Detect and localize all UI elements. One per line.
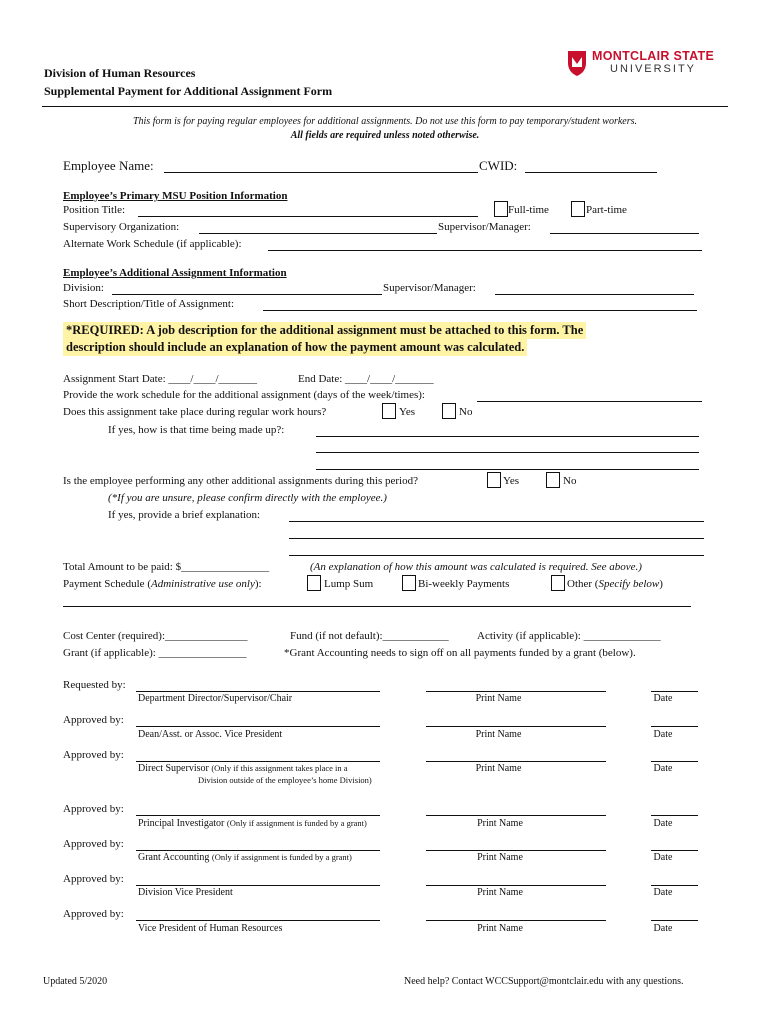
print-name-caption-requested: Print Name — [475, 693, 522, 704]
total-amount-field[interactable]: Total Amount to be paid: $________________ — [63, 561, 270, 573]
date-line-direct-supervisor[interactable] — [651, 761, 698, 762]
signature-role-principal-investigator-text: Principal Investigator — [138, 818, 225, 829]
additional-supervisor-field[interactable] — [495, 294, 694, 295]
additional-supervisor-label: Supervisor/Manager: — [383, 282, 476, 294]
other-assignments-yes-checkbox[interactable] — [487, 472, 501, 488]
intro-line-2: All fields are required unless noted otherwise. — [290, 130, 480, 141]
lump-sum-label: Lump Sum — [324, 578, 374, 590]
signature-line-hr-vp[interactable] — [136, 920, 380, 921]
signature-line-division-vp[interactable] — [136, 885, 380, 886]
signature-line-principal-investigator[interactable] — [136, 815, 380, 816]
signature-role-grant-accounting — [138, 852, 352, 863]
cwid-label: CWID: — [479, 158, 518, 173]
payment-schedule-label — [63, 578, 262, 590]
brief-explanation-field-3[interactable] — [289, 555, 704, 556]
signature-role-grant-accounting-text: Grant Accounting — [138, 852, 210, 863]
made-up-field-3[interactable] — [316, 469, 699, 470]
signature-label-division-vp: Approved by: — [63, 873, 124, 885]
date-caption-grant-accounting: Date — [653, 852, 673, 863]
signature-note2-direct-supervisor: Division outside of the employee’s home Division) — [198, 775, 372, 785]
parttime-checkbox[interactable] — [571, 201, 585, 217]
total-amount-note: (An explanation of how this amount was calculated is required. See above.) — [310, 561, 642, 573]
fulltime-checkbox[interactable] — [494, 201, 508, 217]
regular-hours-no-checkbox[interactable] — [442, 403, 456, 419]
employee-name-label: Employee Name: — [63, 158, 154, 173]
print-name-line-principal-investigator[interactable] — [426, 815, 606, 816]
other-assignments-question: Is the employee performing any other additional assignments during this period? — [63, 475, 418, 487]
date-caption-hr-vp: Date — [653, 923, 673, 934]
biweekly-checkbox[interactable] — [402, 575, 416, 591]
required-note-line-1: *REQUIRED: A job description for the additional assignment must be attached to this form. The — [63, 322, 586, 339]
alt-schedule-field[interactable] — [268, 250, 702, 251]
print-name-caption-principal-investigator: Print Name — [477, 818, 523, 829]
university-logo — [566, 47, 732, 81]
regular-hours-no-label: No — [459, 406, 473, 418]
signature-label-grant-accounting: Approved by: — [63, 838, 124, 850]
grant-note: *Grant Accounting needs to sign off on all payments funded by a grant (below). — [284, 647, 636, 659]
updated-date: Updated 5/2020 — [43, 976, 108, 987]
other-assignments-no-checkbox[interactable] — [546, 472, 560, 488]
grant-field[interactable]: Grant (if applicable): ________________ — [63, 647, 247, 659]
supervisory-org-label: Supervisory Organization: — [63, 221, 180, 233]
assignment-end-date[interactable]: End Date: ____/____/_______ — [298, 373, 434, 385]
other-assignments-no-label: No — [563, 475, 577, 487]
signature-line-dean[interactable] — [136, 726, 380, 727]
regular-hours-question: Does this assignment take place during regular work hours? — [63, 406, 327, 418]
regular-hours-yes-label: Yes — [399, 406, 416, 418]
assignment-start-date[interactable]: Assignment Start Date: ____/____/_______ — [63, 373, 258, 385]
shield-logo-icon — [566, 49, 588, 77]
signature-label-principal-investigator: Approved by: — [63, 803, 124, 815]
intro-line-1: This form is for paying regular employees for additional assignments. Do not use this form to pay temporary/student workers. — [132, 116, 638, 127]
division-field[interactable] — [112, 294, 382, 295]
work-schedule-label: Provide the work schedule for the additional assignment (days of the week/times): — [63, 389, 425, 401]
header-divider — [42, 106, 728, 107]
other-payment-label-c: ) — [659, 578, 663, 590]
work-schedule-field[interactable] — [477, 401, 702, 402]
print-name-caption-direct-supervisor: Print Name — [475, 763, 522, 774]
date-caption-requested: Date — [653, 693, 673, 704]
form-title: Supplemental Payment for Additional Assignment Form — [44, 84, 333, 98]
signature-role-direct-supervisor-text: Direct Supervisor — [138, 763, 209, 774]
print-name-caption-dean: Print Name — [475, 729, 522, 740]
signature-line-direct-supervisor[interactable] — [136, 761, 380, 762]
payment-schedule-label-c: ): — [254, 578, 262, 590]
payment-schedule-label-b: Administrative use only — [150, 578, 255, 590]
parttime-label: Part-time — [586, 204, 627, 216]
made-up-field-2[interactable] — [316, 452, 699, 453]
other-payment-label-a: Other ( — [567, 578, 599, 590]
date-line-dean[interactable] — [651, 726, 698, 727]
other-payment-label-b: Specify below — [598, 578, 660, 590]
signature-note-direct-supervisor: (Only if this assignment takes place in a — [211, 763, 348, 773]
made-up-field-1[interactable] — [316, 436, 699, 437]
help-contact: Need help? Contact WCCSupport@montclair.edu with any questions. — [404, 976, 684, 987]
supervisory-org-field[interactable] — [199, 233, 437, 234]
other-payment-checkbox[interactable] — [551, 575, 565, 591]
primary-position-heading: Employee’s Primary MSU Position Information — [63, 190, 288, 202]
lump-sum-checkbox[interactable] — [307, 575, 321, 591]
logo-text-university: UNIVERSITY — [610, 63, 697, 75]
signature-label-hr-vp: Approved by: — [63, 908, 124, 920]
additional-assignment-heading: Employee’s Additional Assignment Information — [63, 267, 287, 279]
logo-text-montclair: MONTCLAIR STATE — [592, 49, 715, 63]
position-title-field[interactable] — [138, 216, 478, 217]
cwid-field[interactable] — [525, 172, 657, 173]
date-caption-direct-supervisor: Date — [653, 763, 673, 774]
print-name-caption-grant-accounting: Print Name — [477, 852, 523, 863]
print-name-line-dean[interactable] — [426, 726, 606, 727]
print-name-caption-division-vp: Print Name — [477, 887, 523, 898]
made-up-label: If yes, how is that time being made up?: — [108, 424, 285, 436]
brief-explanation-label: If yes, provide a brief explanation: — [108, 509, 261, 521]
fulltime-label: Full-time — [508, 204, 549, 216]
primary-supervisor-label: Supervisor/Manager: — [438, 221, 531, 233]
short-description-label: Short Description/Title of Assignment: — [63, 298, 235, 310]
signature-label-requested: Requested by: — [63, 679, 126, 691]
unsure-note: (*If you are unsure, please confirm directly with the employee.) — [108, 492, 387, 504]
division-title: Division of Human Resources — [44, 66, 196, 80]
other-payment-specify-field[interactable] — [63, 606, 691, 607]
date-caption-dean: Date — [653, 729, 673, 740]
signature-note-principal-investigator: (Only if assignment is funded by a grant) — [226, 818, 367, 828]
other-payment-label — [567, 578, 663, 590]
date-line-hr-vp[interactable] — [651, 920, 698, 921]
regular-hours-yes-checkbox[interactable] — [382, 403, 396, 419]
employee-name-field[interactable] — [164, 172, 478, 173]
position-title-label: Position Title: — [63, 204, 126, 216]
primary-supervisor-field[interactable] — [550, 233, 699, 234]
signature-note-grant-accounting: (Only if assignment is funded by a grant) — [211, 852, 352, 862]
other-assignments-yes-label: Yes — [503, 475, 520, 487]
signature-role-requested: Department Director/Supervisor/Chair — [138, 693, 293, 704]
signature-role-principal-investigator — [138, 818, 367, 829]
signature-role-direct-supervisor — [138, 763, 348, 774]
biweekly-label: Bi-weekly Payments — [418, 578, 510, 590]
signature-role-hr-vp: Vice President of Human Resources — [138, 923, 283, 934]
activity-field[interactable]: Activity (if applicable): ______________ — [477, 630, 661, 642]
signature-label-dean: Approved by: — [63, 714, 124, 726]
required-note-line-2: description should include an explanation of how the payment amount was calculated. — [63, 339, 527, 356]
alt-schedule-label: Alternate Work Schedule (if applicable): — [63, 238, 242, 250]
signature-role-dean: Dean/Asst. or Assoc. Vice President — [138, 729, 283, 740]
print-name-line-hr-vp[interactable] — [426, 920, 606, 921]
print-name-line-direct-supervisor[interactable] — [426, 761, 606, 762]
fund-field[interactable]: Fund (if not default):____________ — [290, 630, 449, 642]
date-line-requested[interactable] — [651, 691, 698, 692]
brief-explanation-field-1[interactable] — [289, 521, 704, 522]
date-line-grant-accounting[interactable] — [651, 850, 698, 851]
signature-line-requested[interactable] — [136, 691, 380, 692]
print-name-line-division-vp[interactable] — [426, 885, 606, 886]
cost-center-field[interactable]: Cost Center (required):_______________ — [63, 630, 248, 642]
print-name-line-requested[interactable] — [426, 691, 606, 692]
date-caption-principal-investigator: Date — [653, 818, 673, 829]
date-caption-division-vp: Date — [653, 887, 673, 898]
brief-explanation-field-2[interactable] — [289, 538, 704, 539]
print-name-caption-hr-vp: Print Name — [477, 923, 523, 934]
date-line-division-vp[interactable] — [651, 885, 698, 886]
signature-label-direct-supervisor: Approved by: — [63, 749, 124, 761]
short-description-field[interactable] — [263, 310, 697, 311]
date-line-principal-investigator[interactable] — [651, 815, 698, 816]
signature-line-grant-accounting[interactable] — [136, 850, 380, 851]
division-label: Division: — [63, 282, 104, 294]
payment-schedule-label-a: Payment Schedule ( — [63, 578, 151, 590]
signature-role-division-vp: Division Vice President — [138, 887, 233, 898]
print-name-line-grant-accounting[interactable] — [426, 850, 606, 851]
